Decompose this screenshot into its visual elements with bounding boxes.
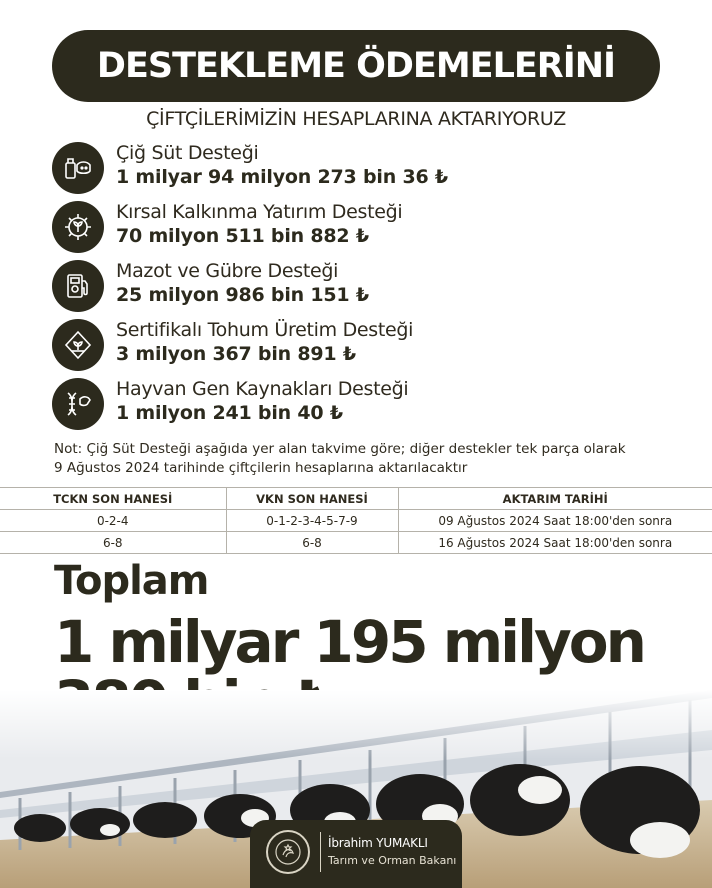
- support-name: Hayvan Gen Kaynakları Desteği: [116, 378, 409, 400]
- title-banner: [52, 30, 660, 102]
- minister-name: İbrahim YUMAKLI: [328, 836, 428, 850]
- table-cell: 16 Ağustos 2024 Saat 18:00'den sonra: [398, 532, 712, 554]
- support-name: Çiğ Süt Desteği: [116, 142, 259, 164]
- fuel-pump-icon: [52, 260, 104, 312]
- page-subtitle: ÇİFTÇİLERİMİZİN HESAPLARINA AKTARIYORUZ: [146, 108, 566, 130]
- milk-cow-icon: [52, 142, 104, 194]
- minister-role: Tarım ve Orman Bakanı: [328, 854, 457, 867]
- gear-sprout-icon: [52, 201, 104, 253]
- payment-note: [54, 440, 694, 478]
- payment-schedule-table: [0, 487, 712, 554]
- support-amount: 3 milyon 367 bin 891 ₺: [116, 343, 356, 365]
- dna-animal-icon: [52, 378, 104, 430]
- support-amount: 1 milyar 94 milyon 273 bin 36 ₺: [116, 166, 448, 188]
- page-title: DESTEKLEME ÖDEMELERİNİ: [96, 46, 616, 86]
- table-cell: 6-8: [226, 532, 398, 554]
- note-line: 9 Ağustos 2024 tarihinde çiftçilerin hesaplarına aktarılacaktır: [54, 460, 468, 476]
- column-header-date: AKTARIM TARİHİ: [398, 488, 712, 510]
- table-cell: 6-8: [0, 532, 226, 554]
- table-row: [0, 532, 712, 554]
- support-item-animal-genetic: [52, 378, 672, 434]
- support-item-rural-development: [52, 201, 672, 257]
- support-name: Sertifikalı Tohum Üretim Desteği: [116, 319, 414, 341]
- ministry-seal-icon: [266, 830, 310, 874]
- support-item-certified-seed: [52, 319, 672, 375]
- support-amount: 70 milyon 511 bin 882 ₺: [116, 225, 369, 247]
- column-header-tckn: TCKN SON HANESİ: [0, 488, 226, 510]
- support-item-fuel-fertilizer: [52, 260, 672, 316]
- support-name: Mazot ve Gübre Desteği: [116, 260, 339, 282]
- support-amount: 1 milyon 241 bin 40 ₺: [116, 402, 343, 424]
- signature-badge: [250, 820, 462, 888]
- note-line: Not: Çiğ Süt Desteği aşağıda yer alan takvime göre; diğer destekler tek parça olarak: [54, 441, 626, 457]
- table-cell: 0-1-2-3-4-5-7-9: [226, 510, 398, 532]
- table-cell: 09 Ağustos 2024 Saat 18:00'den sonra: [398, 510, 712, 532]
- signature-divider: [320, 832, 321, 872]
- table-cell: 0-2-4: [0, 510, 226, 532]
- seed-bag-icon: [52, 319, 104, 371]
- support-amount: 25 milyon 986 bin 151 ₺: [116, 284, 369, 306]
- total-label: Toplam: [54, 558, 209, 604]
- total-amount-line1: 1 milyar 195 milyon: [54, 608, 644, 676]
- support-name: Kırsal Kalkınma Yatırım Desteği: [116, 201, 403, 223]
- support-item-raw-milk: [52, 142, 672, 198]
- table-header-row: [0, 488, 712, 510]
- column-header-vkn: VKN SON HANESİ: [226, 488, 398, 510]
- table-row: [0, 510, 712, 532]
